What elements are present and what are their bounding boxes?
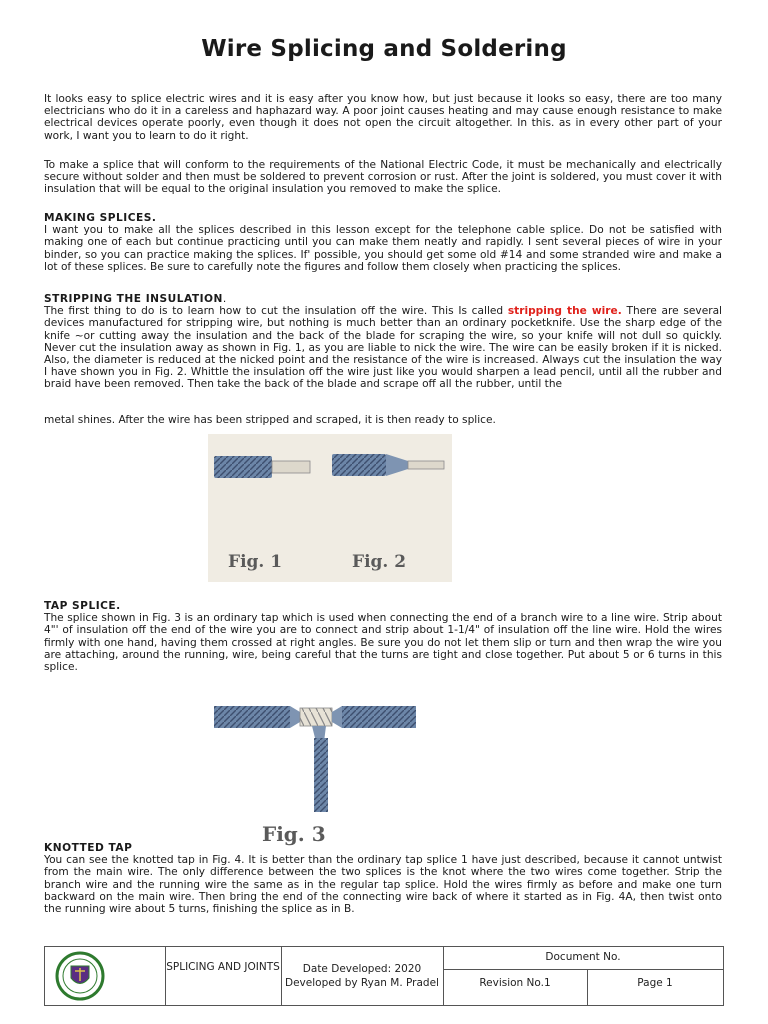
knotted-tap-text: You can see the knotted tap in Fig. 4. It is better than the ordinary tap splice 1 have just described, because it cannot untwist from the main wire. The only difference between the two splices is the knot where the two wires come together. Strip the branch wire and the running wire the same as in the regular tap splice. Hold the wires firmly as before and make one turn backward on the main wire. Then bring the end of the connecting wire back of where it started as in Fig. 4A, then twist onto the running wire about 5 turns, finishing the splice as in B. xyxy=(44,854,722,916)
subject-cell: SPLICING AND JOINTS xyxy=(166,961,280,973)
tap-splice-heading: TAP SPLICE. xyxy=(44,600,121,612)
stripping-text-c: metal shines. After the wire has been stripped and scraped, it is then ready to splice. xyxy=(44,414,496,426)
knotted-tap-heading: KNOTTED TAP xyxy=(44,842,133,854)
stripping-text-a: The first thing to do is to learn how to cut the insulation off the wire. This Is called xyxy=(44,305,508,318)
fig-2-label: Fig. 2 xyxy=(352,552,407,572)
fig-1-label: Fig. 1 xyxy=(228,552,283,572)
stripping-highlight: stripping the wire. xyxy=(507,305,622,318)
page-number: Page 1 xyxy=(637,977,673,989)
logo-cell xyxy=(45,947,165,1005)
tap-splice-text: The splice shown in Fig. 3 is an ordinary tap which is used when connecting the end of a branch wire to a line wire. Strip about 4"' of insulation off the end of the wire you are to connect and strip about 1-1/4" of insulation off the line wire. Hold the wires firmly with one hand, having them crossed at right angles. Be sure you do not let them slip or turn and then wrap the wire you are attaching, around the running, wire, being careful that the turns are tight and close together. Put about 5 or 6 turns in this splice. xyxy=(44,612,722,674)
intro-paragraph-2: To make a splice that will conform to the requirements of the National Electric Code, it must be mechanically and electrically secure without solder and then must be soldered to prevent corrosion or rust. After the joint is soldered, you must cover it with insulation that will be equal to the original insulation you removed to make the splice. xyxy=(44,159,722,196)
revision-number: Revision No.1 xyxy=(479,977,551,989)
tap-splice-section xyxy=(44,600,722,673)
page-title: Wire Splicing and Soldering xyxy=(201,36,567,62)
making-splices-heading: MAKING SPLICES. xyxy=(44,212,157,224)
stripping-text-b: There are several devices manufactured for stripping wire, but nothing is much better than an ordinary pocketknife. Use the sharp edge of the knife ~or cutting away the insulation and the back of the blade for scraping the wire, so your knife will not dull so quickly. Never cut the insulation away as shown in Fig. 1, as you are liable to nick the wire. The wire can be easily broken if it is nicked. Also, the diameter is reduced at the nicked point and the resistance of the wire is increased. Always cut the insulation the way I have shown you in Fig. 2. Whittle the insulation off the wire just like you would sharpen a lead pencil, until all the rubber and braid have been removed. Then take the back of the blade and scrape off all the rubber, until the xyxy=(44,305,723,391)
document-footer-table xyxy=(44,946,724,1006)
date-developed: Date Developed: 2020 xyxy=(302,963,422,975)
intro-paragraph-1: It looks easy to splice electric wires and it is easy after you know how, but just because it looks so easy, there are too many electricians who do it in a careless and haphazard way. A poor joint causes heating and may cause enough resistance to make electrical devices operate poorly, even though it does not open the circuit altogether. In this. as in every other part of your work, I want you to learn to do it right. xyxy=(44,93,722,142)
fig-3-label: Fig. 3 xyxy=(262,822,326,846)
figure-1-2-image xyxy=(208,434,452,582)
knotted-tap-section xyxy=(44,842,722,915)
figure-3-image xyxy=(206,698,424,850)
developer-name: Developed by Ryan M. Pradel xyxy=(285,977,439,989)
stripping-section xyxy=(44,293,722,391)
making-splices-section xyxy=(44,212,722,273)
school-seal-icon xyxy=(51,951,109,1001)
document-number-label: Document No. xyxy=(545,951,621,963)
stripping-heading: STRIPPING THE INSULATION. xyxy=(44,293,227,305)
making-splices-text: I want you to make all the splices described in this lesson except for the telephone cable splice. Do not be satisfied with making one of each but continue practicing until you can make them neatly and rapidly. I sent several pieces of wire in your binder, so you can practice making the splices. If' possible, you should get some old #14 and some stranded wire and make a lot of these splices. Be sure to carefully note the figures and follow them closely when practicing the splices. xyxy=(44,224,722,273)
